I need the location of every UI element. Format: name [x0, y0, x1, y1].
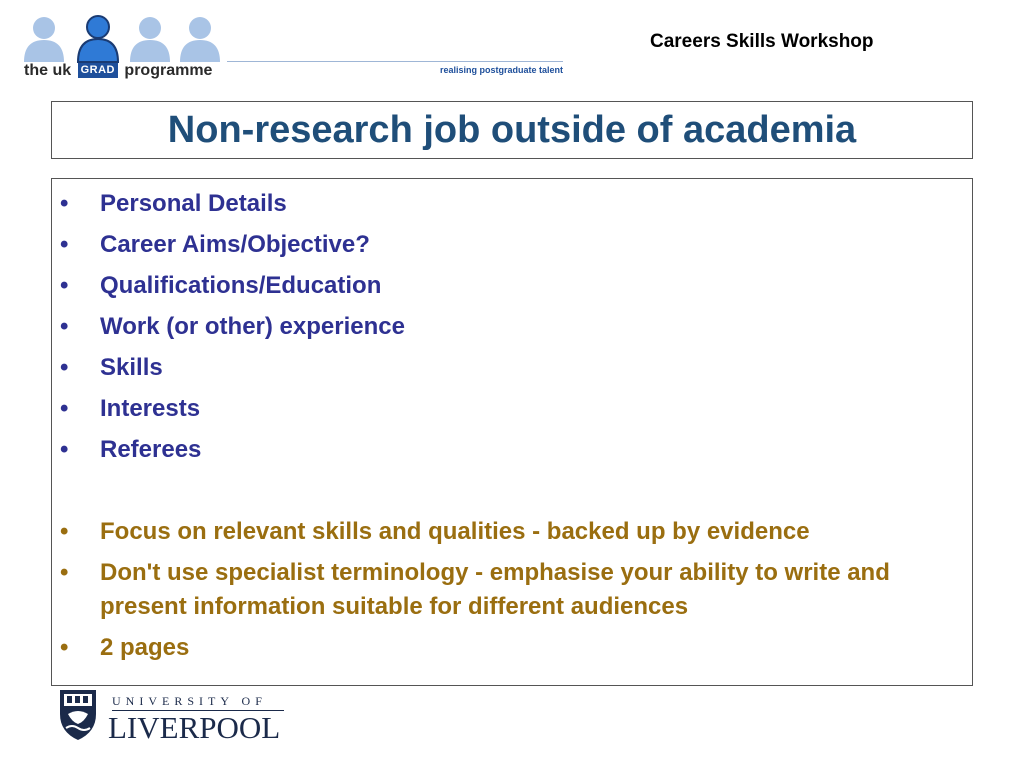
header-title: Careers Skills Workshop	[650, 31, 874, 52]
uk-grad-logo	[22, 14, 567, 84]
bullet-item: • Focus on relevant skills and qualities - backed up by evidence	[52, 515, 972, 549]
logo-text-before: the uk	[24, 62, 72, 79]
bullet-item: • Skills	[52, 351, 972, 385]
university-logo	[58, 688, 288, 748]
bullet-item: • Qualifications/Education	[52, 269, 972, 303]
bullet-spacer	[52, 474, 972, 515]
bullet-item: • 2 pages	[52, 631, 972, 665]
bullet-item: • Referees	[52, 433, 972, 467]
content-box	[51, 178, 973, 686]
bullet-item: • Don't use specialist terminology - emphasise your ability to write and present information suitable for different audiences	[52, 556, 972, 624]
university-label-big: LIVERPOOL	[108, 710, 281, 745]
bullet-item: • Personal Details	[52, 187, 972, 221]
logo-tagline: realising postgraduate talent	[440, 65, 564, 75]
university-crest-icon	[58, 688, 98, 742]
bullet-item: • Interests	[52, 392, 972, 426]
slide-title-box	[51, 101, 973, 159]
logo-grad-badge: GRAD	[78, 63, 118, 78]
logo-wordmark	[24, 61, 212, 81]
bullet-item: • Career Aims/Objective?	[52, 228, 972, 262]
slide-title: Non-research job outside of academia	[167, 108, 857, 151]
logo-divider	[227, 61, 563, 62]
bullet-item: • Work (or other) experience	[52, 310, 972, 344]
bullet-list	[52, 187, 972, 672]
people-silhouettes-icon	[22, 14, 227, 64]
university-label-small: UNIVERSITY OF	[112, 694, 267, 708]
logo-text-after: programme	[124, 62, 213, 79]
